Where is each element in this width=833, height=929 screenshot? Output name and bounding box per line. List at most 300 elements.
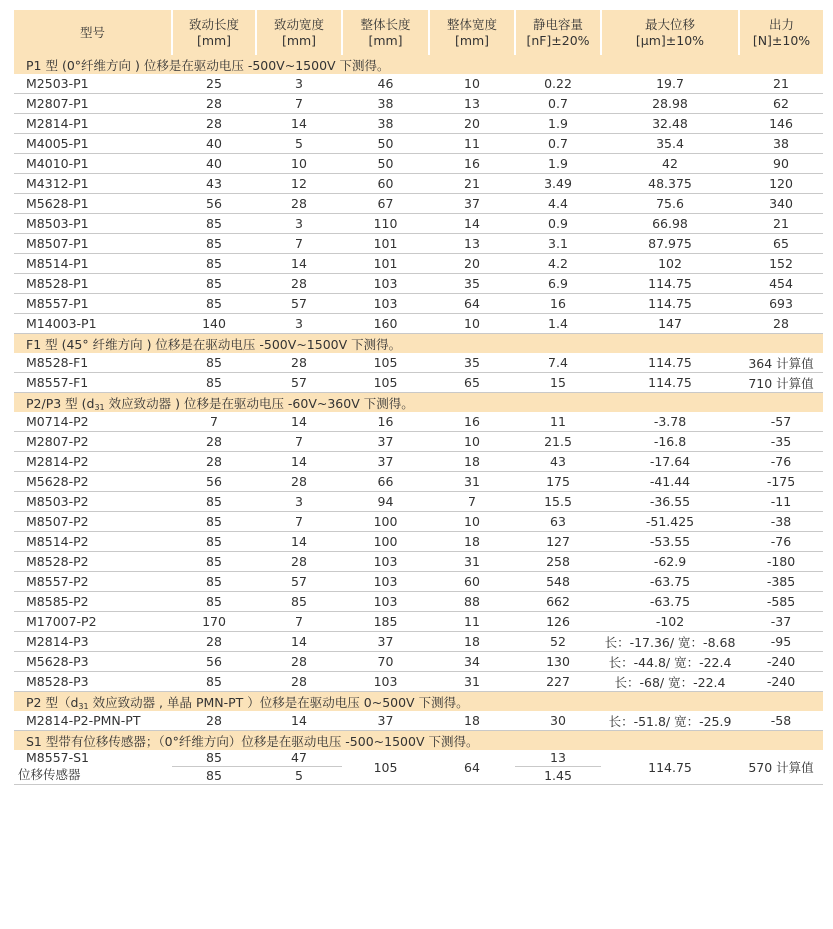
table-cell: 0.7 xyxy=(515,94,601,114)
table-cell: -38 xyxy=(739,512,823,532)
s1-displacement: 114.75 xyxy=(601,750,739,785)
table-cell: M8503-P2 xyxy=(14,492,172,512)
table-cell: 25 xyxy=(172,74,256,94)
table-cell: 103 xyxy=(342,274,429,294)
table-row xyxy=(14,94,823,114)
table-cell: 3.1 xyxy=(515,234,601,254)
table-row xyxy=(14,174,823,194)
table-cell: M8514-P1 xyxy=(14,254,172,274)
table-cell: -58 xyxy=(739,711,823,731)
table-cell: 454 xyxy=(739,274,823,294)
table-cell: -11 xyxy=(739,492,823,512)
table-cell: 130 xyxy=(515,652,601,672)
table-cell: -41.44 xyxy=(601,472,739,492)
s1-capacitance-b: 1.45 xyxy=(515,767,601,785)
table-cell: 7 xyxy=(256,94,342,114)
table-body xyxy=(14,55,823,785)
table-row xyxy=(14,314,823,334)
table-cell: 35 xyxy=(429,353,515,373)
table-cell: 114.75 xyxy=(601,294,739,314)
table-cell: 37 xyxy=(342,432,429,452)
table-cell: 60 xyxy=(429,572,515,592)
table-cell: 100 xyxy=(342,532,429,552)
table-row xyxy=(14,353,823,373)
table-cell: 1.4 xyxy=(515,314,601,334)
table-cell: 14 xyxy=(256,711,342,731)
section-title-f1 xyxy=(14,334,823,354)
table-cell: 46 xyxy=(342,74,429,94)
table-row xyxy=(14,552,823,572)
table-cell: -95 xyxy=(739,632,823,652)
table-cell: 50 xyxy=(342,134,429,154)
table-cell: 103 xyxy=(342,572,429,592)
table-cell: M0714-P2 xyxy=(14,412,172,432)
table-row xyxy=(14,652,823,672)
table-cell: 85 xyxy=(172,592,256,612)
table-row xyxy=(14,612,823,632)
table-cell: 0.9 xyxy=(515,214,601,234)
table-cell: 14 xyxy=(256,114,342,134)
table-cell: 15.5 xyxy=(515,492,601,512)
table-cell: 16 xyxy=(515,294,601,314)
section-text: 效应致动器 , 单晶 PMN-PT ）位移是在驱动电压 0~500V 下测得。 xyxy=(88,694,469,710)
table-row xyxy=(14,114,823,134)
table-cell: M14003-P1 xyxy=(14,314,172,334)
table-cell: 18 xyxy=(429,532,515,552)
subscript: 31 xyxy=(78,701,89,711)
table-cell: -57 xyxy=(739,412,823,432)
table-cell: 28 xyxy=(256,274,342,294)
table-cell: 14 xyxy=(256,412,342,432)
table-cell: 14 xyxy=(256,254,342,274)
table-cell: -385 xyxy=(739,572,823,592)
table-cell: M5628-P2 xyxy=(14,472,172,492)
table-cell: 120 xyxy=(739,174,823,194)
table-cell: 28 xyxy=(172,452,256,472)
table-cell: 1.9 xyxy=(515,114,601,134)
table-cell: 87.975 xyxy=(601,234,739,254)
table-cell: 21 xyxy=(739,214,823,234)
table-cell: M17007-P2 xyxy=(14,612,172,632)
table-cell: 21 xyxy=(739,74,823,94)
section-s1 xyxy=(14,731,823,751)
section-title-p1: P1 型 (0°纤维方向 ) 位移是在驱动电压 -500V~1500V 下测得。 xyxy=(14,55,823,74)
table-cell: 85 xyxy=(172,294,256,314)
table-cell: 364 计算值 xyxy=(739,353,823,373)
table-cell: 10 xyxy=(256,154,342,174)
table-cell: 0.7 xyxy=(515,134,601,154)
table-cell: 28 xyxy=(256,552,342,572)
table-cell: 110 xyxy=(342,214,429,234)
spec-table xyxy=(14,10,823,785)
table-cell: 38 xyxy=(739,134,823,154)
table-cell: 37 xyxy=(429,194,515,214)
table-cell: 710 计算值 xyxy=(739,373,823,393)
table-cell: 28.98 xyxy=(601,94,739,114)
table-cell: 28 xyxy=(256,672,342,692)
table-cell: M4010-P1 xyxy=(14,154,172,174)
table-cell: 12 xyxy=(256,174,342,194)
table-cell: 85 xyxy=(256,592,342,612)
table-cell: 14 xyxy=(429,214,515,234)
table-cell: 114.75 xyxy=(601,274,739,294)
table-cell: 16 xyxy=(429,412,515,432)
table-cell: 85 xyxy=(172,572,256,592)
table-cell: M4005-P1 xyxy=(14,134,172,154)
table-cell: M5628-P3 xyxy=(14,652,172,672)
table-cell: 56 xyxy=(172,194,256,214)
table-cell: M2814-P1 xyxy=(14,114,172,134)
section-p2pmn xyxy=(14,692,823,712)
table-cell: 31 xyxy=(429,672,515,692)
table-cell: M8503-P1 xyxy=(14,214,172,234)
table-cell: -51.425 xyxy=(601,512,739,532)
table-row xyxy=(14,254,823,274)
table-cell: -53.55 xyxy=(601,532,739,552)
table-row xyxy=(14,452,823,472)
section-p2p3 xyxy=(14,393,823,413)
table-cell: 40 xyxy=(172,134,256,154)
table-cell: 40 xyxy=(172,154,256,174)
table-cell: -76 xyxy=(739,452,823,472)
table-cell: 37 xyxy=(342,632,429,652)
s1-act-width-a: 47 xyxy=(256,750,342,767)
table-cell: 30 xyxy=(515,711,601,731)
table-cell: 长：-17.36/ 宽：-8.68 xyxy=(601,632,739,652)
table-cell: 101 xyxy=(342,254,429,274)
table-cell: 64 xyxy=(429,294,515,314)
table-row xyxy=(14,373,823,393)
table-cell: 28 xyxy=(172,114,256,134)
table-cell: 21.5 xyxy=(515,432,601,452)
table-cell: 13 xyxy=(429,94,515,114)
table-cell: 14 xyxy=(256,632,342,652)
table-cell: 114.75 xyxy=(601,353,739,373)
s1-act-width-b: 5 xyxy=(256,767,342,785)
table-cell: 7 xyxy=(429,492,515,512)
table-cell: 100 xyxy=(342,512,429,532)
table-row xyxy=(14,711,823,731)
table-cell: 28 xyxy=(256,353,342,373)
table-cell: 长：-44.8/ 宽：-22.4 xyxy=(601,652,739,672)
table-row xyxy=(14,412,823,432)
table-cell: -17.64 xyxy=(601,452,739,472)
table-cell: 85 xyxy=(172,512,256,532)
table-cell: 10 xyxy=(429,512,515,532)
table-cell: -240 xyxy=(739,672,823,692)
table-cell: 105 xyxy=(342,373,429,393)
table-cell: 3.49 xyxy=(515,174,601,194)
s1-total-length: 105 xyxy=(342,750,429,785)
table-cell: 60 xyxy=(342,174,429,194)
table-cell: 56 xyxy=(172,652,256,672)
table-cell: -63.75 xyxy=(601,572,739,592)
header-max-displacement: 最大位移 [μm]±10% xyxy=(601,10,739,55)
table-cell: -180 xyxy=(739,552,823,572)
table-cell: 7 xyxy=(172,412,256,432)
table-cell: 20 xyxy=(429,254,515,274)
table-cell: 28 xyxy=(172,432,256,452)
s1-force: 570 计算值 xyxy=(739,750,823,785)
table-cell: 105 xyxy=(342,353,429,373)
table-cell: 170 xyxy=(172,612,256,632)
table-cell: 长：-68/ 宽：-22.4 xyxy=(601,672,739,692)
table-cell: 75.6 xyxy=(601,194,739,214)
table-row xyxy=(14,472,823,492)
table-row-s1-top xyxy=(14,750,823,767)
table-cell: M8528-P3 xyxy=(14,672,172,692)
table-cell: 28 xyxy=(172,711,256,731)
table-cell: 长：-51.8/ 宽：-25.9 xyxy=(601,711,739,731)
table-cell: 146 xyxy=(739,114,823,134)
table-cell: 185 xyxy=(342,612,429,632)
table-cell: 28 xyxy=(256,472,342,492)
table-cell: 11 xyxy=(515,412,601,432)
table-cell: 7 xyxy=(256,512,342,532)
header-row xyxy=(14,10,823,55)
table-row xyxy=(14,512,823,532)
table-cell: 85 xyxy=(172,214,256,234)
table-cell: M8528-P1 xyxy=(14,274,172,294)
table-cell: 70 xyxy=(342,652,429,672)
header-capacitance: 静电容量 [nF]±20% xyxy=(515,10,601,55)
header-model: 型号 xyxy=(14,10,172,55)
table-cell: -102 xyxy=(601,612,739,632)
table-cell: 37 xyxy=(342,711,429,731)
table-cell: M5628-P1 xyxy=(14,194,172,214)
table-cell: 38 xyxy=(342,94,429,114)
table-cell: 94 xyxy=(342,492,429,512)
section-text: 效应致动器 ) 位移是在驱动电压 -60V~360V 下测得。 xyxy=(104,395,414,411)
table-cell: 90 xyxy=(739,154,823,174)
table-row xyxy=(14,194,823,214)
table-cell: 28 xyxy=(739,314,823,334)
table-cell: 21 xyxy=(429,174,515,194)
table-cell: -76 xyxy=(739,532,823,552)
table-row xyxy=(14,294,823,314)
table-cell: 50 xyxy=(342,154,429,174)
table-cell: 66.98 xyxy=(601,214,739,234)
table-cell: -16.8 xyxy=(601,432,739,452)
table-cell: M2814-P2-PMN-PT xyxy=(14,711,172,731)
table-cell: 85 xyxy=(172,552,256,572)
table-row xyxy=(14,214,823,234)
section-text: F1 型 (45° 纤维方向 ) 位移是在驱动电压 -500V~1500V 下测得。 xyxy=(26,336,402,352)
table-cell: M8557-P2 xyxy=(14,572,172,592)
table-cell: 34 xyxy=(429,652,515,672)
table-cell: 175 xyxy=(515,472,601,492)
table-cell: 85 xyxy=(172,532,256,552)
table-cell: M8528-P2 xyxy=(14,552,172,572)
table-cell: 227 xyxy=(515,672,601,692)
table-cell: 5 xyxy=(256,134,342,154)
s1-act-length-b: 85 xyxy=(172,767,256,785)
s1-model: M8557-S1 xyxy=(26,750,89,766)
table-cell: 103 xyxy=(342,672,429,692)
s1-act-length-a: 85 xyxy=(172,750,256,767)
table-cell: 28 xyxy=(256,652,342,672)
table-cell: 140 xyxy=(172,314,256,334)
table-cell: 1.9 xyxy=(515,154,601,174)
table-cell: M8528-F1 xyxy=(14,353,172,373)
table-cell: -63.75 xyxy=(601,592,739,612)
table-cell: 35 xyxy=(429,274,515,294)
table-row xyxy=(14,134,823,154)
table-cell: 66 xyxy=(342,472,429,492)
table-row xyxy=(14,592,823,612)
table-cell: 3 xyxy=(256,492,342,512)
table-cell: 63 xyxy=(515,512,601,532)
section-title-s1 xyxy=(14,731,823,751)
table-cell: 16 xyxy=(429,154,515,174)
section-title-p2p3 xyxy=(14,393,823,413)
table-cell: 85 xyxy=(172,274,256,294)
table-cell: 693 xyxy=(739,294,823,314)
table-cell: 101 xyxy=(342,234,429,254)
section-text: P2/P3 型 (d xyxy=(26,395,95,411)
table-cell: 13 xyxy=(429,234,515,254)
table-cell: 114.75 xyxy=(601,373,739,393)
table-cell: 103 xyxy=(342,592,429,612)
table-row xyxy=(14,274,823,294)
table-cell: -3.78 xyxy=(601,412,739,432)
s1-sensor: 位移传感器 xyxy=(14,767,172,785)
table-cell: 160 xyxy=(342,314,429,334)
table-cell: 0.22 xyxy=(515,74,601,94)
s1-capacitance-a: 13 xyxy=(515,750,601,767)
table-cell: 85 xyxy=(172,492,256,512)
table-cell: 6.9 xyxy=(515,274,601,294)
table-cell: 4.2 xyxy=(515,254,601,274)
table-row xyxy=(14,632,823,652)
header-act-length: 致动长度 [mm] xyxy=(172,10,256,55)
table-cell: 85 xyxy=(172,254,256,274)
table-cell: 10 xyxy=(429,74,515,94)
table-row xyxy=(14,154,823,174)
table-cell: 103 xyxy=(342,294,429,314)
table-cell: 37 xyxy=(342,452,429,472)
table-cell: -62.9 xyxy=(601,552,739,572)
table-cell: -35 xyxy=(739,432,823,452)
header-total-length: 整体长度 [mm] xyxy=(342,10,429,55)
table-cell: 38 xyxy=(342,114,429,134)
table-cell: 10 xyxy=(429,432,515,452)
table-cell: 52 xyxy=(515,632,601,652)
table-cell: 28 xyxy=(172,94,256,114)
table-cell: M2807-P1 xyxy=(14,94,172,114)
table-cell: M2807-P2 xyxy=(14,432,172,452)
table-cell: 3 xyxy=(256,314,342,334)
table-cell: 57 xyxy=(256,572,342,592)
table-row xyxy=(14,492,823,512)
table-cell: M8557-F1 xyxy=(14,373,172,393)
table-row xyxy=(14,572,823,592)
section-title-p2pmn xyxy=(14,692,823,712)
table-cell: -37 xyxy=(739,612,823,632)
table-row xyxy=(14,532,823,552)
table-cell: M8507-P2 xyxy=(14,512,172,532)
table-cell: 340 xyxy=(739,194,823,214)
table-cell: M8557-P1 xyxy=(14,294,172,314)
table-cell: 14 xyxy=(256,452,342,472)
table-cell: 57 xyxy=(256,294,342,314)
table-cell: 65 xyxy=(739,234,823,254)
table-cell: -36.55 xyxy=(601,492,739,512)
table-cell: 31 xyxy=(429,472,515,492)
table-cell: 85 xyxy=(172,672,256,692)
table-cell: 14 xyxy=(256,532,342,552)
table-cell: 15 xyxy=(515,373,601,393)
section-text: P2 型（d xyxy=(26,694,79,710)
table-cell: M2503-P1 xyxy=(14,74,172,94)
table-cell: 102 xyxy=(601,254,739,274)
table-cell: 3 xyxy=(256,74,342,94)
table-cell: 43 xyxy=(515,452,601,472)
table-cell: 7 xyxy=(256,234,342,254)
table-cell: 20 xyxy=(429,114,515,134)
table-cell: 48.375 xyxy=(601,174,739,194)
table-cell: 85 xyxy=(172,353,256,373)
table-cell: M2814-P2 xyxy=(14,452,172,472)
table-cell: 28 xyxy=(256,194,342,214)
table-cell: 85 xyxy=(172,234,256,254)
table-cell: 127 xyxy=(515,532,601,552)
table-cell: 28 xyxy=(172,632,256,652)
table-row xyxy=(14,74,823,94)
table-cell: 7 xyxy=(256,612,342,632)
table-cell: 3 xyxy=(256,214,342,234)
table-cell: 65 xyxy=(429,373,515,393)
table-cell: 10 xyxy=(429,314,515,334)
subscript: 31 xyxy=(94,402,105,412)
table-cell: -175 xyxy=(739,472,823,492)
table-cell: 548 xyxy=(515,572,601,592)
table-cell: 7 xyxy=(256,432,342,452)
table-cell: 11 xyxy=(429,612,515,632)
table-cell: 57 xyxy=(256,373,342,393)
header-total-width: 整体宽度 [mm] xyxy=(429,10,515,55)
table-cell: -585 xyxy=(739,592,823,612)
table-cell: 7.4 xyxy=(515,353,601,373)
table-cell: 258 xyxy=(515,552,601,572)
table-cell: 4.4 xyxy=(515,194,601,214)
table-cell: 56 xyxy=(172,472,256,492)
header-force: 出力 [N]±10% xyxy=(739,10,823,55)
section-p1 xyxy=(14,55,823,74)
table-cell: M8585-P2 xyxy=(14,592,172,612)
table-cell: 16 xyxy=(342,412,429,432)
table-cell: 62 xyxy=(739,94,823,114)
table-cell: 11 xyxy=(429,134,515,154)
table-cell: 18 xyxy=(429,632,515,652)
table-cell: 18 xyxy=(429,452,515,472)
table-cell: M8514-P2 xyxy=(14,532,172,552)
table-cell: 103 xyxy=(342,552,429,572)
table-cell: 43 xyxy=(172,174,256,194)
table-cell: 35.4 xyxy=(601,134,739,154)
table-cell: 85 xyxy=(172,373,256,393)
table-cell: 32.48 xyxy=(601,114,739,134)
table-row xyxy=(14,234,823,254)
table-cell: 152 xyxy=(739,254,823,274)
table-cell: 67 xyxy=(342,194,429,214)
table-cell: 662 xyxy=(515,592,601,612)
header-act-width: 致动宽度 [mm] xyxy=(256,10,342,55)
table-cell: M8507-P1 xyxy=(14,234,172,254)
section-f1 xyxy=(14,334,823,354)
table-row xyxy=(14,432,823,452)
table-cell: 42 xyxy=(601,154,739,174)
